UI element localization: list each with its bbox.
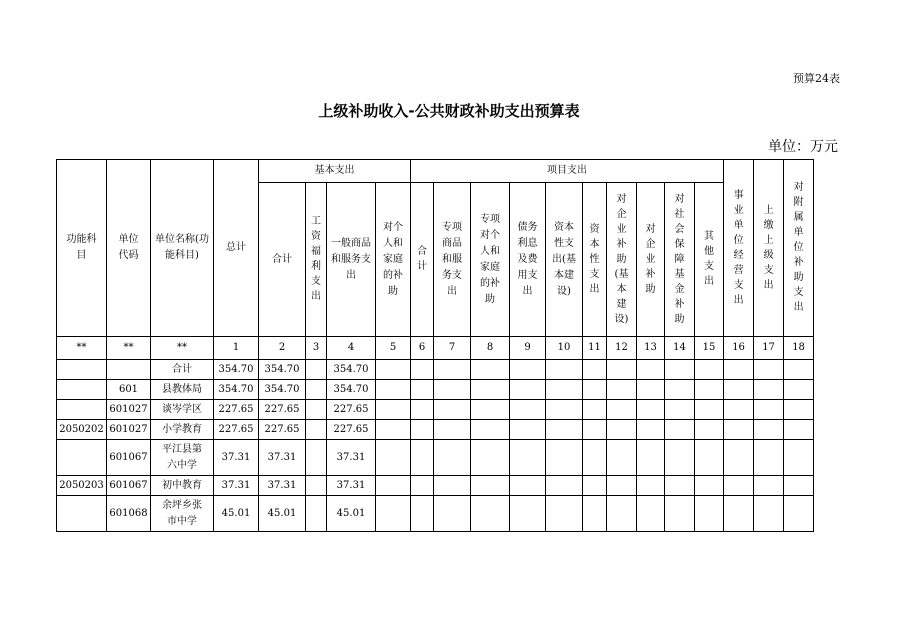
table-cell — [434, 380, 471, 400]
table-cell: 37.31 — [259, 440, 306, 476]
table-cell: 354.70 — [327, 380, 376, 400]
table-cell: 8 — [471, 337, 510, 360]
table-cell: 354.70 — [214, 360, 259, 380]
table-cell: 合计 — [151, 360, 214, 380]
table-cell: 7 — [434, 337, 471, 360]
table-cell — [434, 420, 471, 440]
table-cell: ** — [107, 337, 151, 360]
table-cell — [724, 476, 754, 496]
table-cell: 小学教育 — [151, 420, 214, 440]
table-cell: 5 — [376, 337, 411, 360]
table-cell — [695, 360, 724, 380]
table-cell — [754, 476, 784, 496]
table-row — [57, 496, 814, 532]
cell-text: 对附属单位补助支出 — [793, 182, 804, 313]
header-special-goods — [434, 183, 471, 337]
header-capital — [583, 183, 607, 337]
table-cell: 9 — [510, 337, 546, 360]
table-cell — [724, 400, 754, 420]
table-cell — [724, 496, 754, 532]
table-cell — [471, 420, 510, 440]
form-number: 预算24表 — [793, 72, 840, 85]
table-cell — [471, 380, 510, 400]
header-capital-construct — [546, 183, 583, 337]
unit-label: 单位：万元 — [768, 139, 838, 155]
index-row — [57, 337, 814, 360]
table-cell — [471, 476, 510, 496]
table-cell — [151, 440, 214, 476]
table-cell — [583, 476, 607, 496]
table-cell — [754, 400, 784, 420]
table-cell: 12 — [607, 337, 637, 360]
table-cell — [107, 360, 151, 380]
table-row — [57, 400, 814, 420]
table-cell — [637, 476, 665, 496]
table-cell — [510, 360, 546, 380]
table-cell — [665, 360, 695, 380]
table-cell — [637, 420, 665, 440]
table-cell — [434, 476, 471, 496]
table-cell — [376, 360, 411, 380]
cell-text: 资本性支出 — [589, 223, 600, 295]
table-cell — [583, 380, 607, 400]
table-cell — [784, 400, 814, 420]
table-cell — [784, 476, 814, 496]
table-cell: ** — [57, 337, 107, 360]
table-cell — [637, 496, 665, 532]
table-cell — [754, 496, 784, 532]
header-unit-code — [107, 160, 151, 337]
table-cell — [665, 380, 695, 400]
table-cell — [607, 360, 637, 380]
budget-table — [56, 159, 814, 532]
header-enterprise-construct — [607, 183, 637, 337]
table-cell — [665, 400, 695, 420]
cell-text: 平江县第六中学 — [162, 443, 202, 471]
table-cell — [754, 360, 784, 380]
table-cell: 11 — [583, 337, 607, 360]
table-cell: 谈岑学区 — [151, 400, 214, 420]
cell-text: 专项对个人和家庭的补助 — [480, 213, 500, 305]
cell-text: 单位代码 — [118, 234, 139, 261]
table-row — [57, 380, 814, 400]
table-cell — [546, 380, 583, 400]
header-unit-name — [151, 160, 214, 337]
table-cell: 354.70 — [214, 380, 259, 400]
table-cell — [724, 380, 754, 400]
table-cell: ** — [151, 337, 214, 360]
table-cell — [411, 496, 434, 532]
table-cell — [724, 440, 754, 476]
table-cell — [695, 440, 724, 476]
cell-text: 对社会保障基金补助 — [674, 193, 685, 325]
table-cell — [434, 440, 471, 476]
table-cell — [510, 476, 546, 496]
table-cell — [411, 400, 434, 420]
cell-text: 专项商品和服务支出 — [442, 221, 462, 297]
header-project-total — [411, 183, 434, 337]
table-cell — [695, 420, 724, 440]
table-cell: 354.70 — [327, 360, 376, 380]
table-row — [57, 440, 814, 476]
table-cell — [306, 400, 327, 420]
header-basic: 基本支出 — [259, 160, 411, 183]
table-cell: 10 — [546, 337, 583, 360]
cell-text: 合计 — [417, 246, 427, 272]
header-enterprise — [637, 183, 665, 337]
table-cell — [471, 400, 510, 420]
table-row — [57, 360, 814, 380]
table-cell: 2 — [259, 337, 306, 360]
table-cell: 227.65 — [214, 400, 259, 420]
header-project: 项目支出 — [411, 160, 724, 183]
table-cell — [695, 400, 724, 420]
table-cell — [57, 400, 107, 420]
table-cell — [546, 496, 583, 532]
table-cell — [411, 380, 434, 400]
table-cell — [724, 420, 754, 440]
table-cell: 3 — [306, 337, 327, 360]
table-cell — [376, 440, 411, 476]
table-cell — [510, 440, 546, 476]
table-cell — [695, 476, 724, 496]
table-cell — [376, 380, 411, 400]
table-cell — [754, 420, 784, 440]
table-row — [57, 420, 814, 440]
table-cell — [754, 380, 784, 400]
table-cell — [306, 476, 327, 496]
table-cell: 37.31 — [327, 440, 376, 476]
table-cell — [57, 496, 107, 532]
cell-text: 功能科目 — [66, 234, 97, 261]
table-cell: 1 — [214, 337, 259, 360]
table-cell: 227.65 — [327, 420, 376, 440]
table-cell: 227.65 — [259, 400, 306, 420]
table-cell — [607, 400, 637, 420]
table-cell: 354.70 — [259, 360, 306, 380]
table-cell: 45.01 — [259, 496, 306, 532]
table-cell — [665, 476, 695, 496]
table-cell — [607, 440, 637, 476]
header-debt — [510, 183, 546, 337]
table-cell: 17 — [754, 337, 784, 360]
table-cell — [434, 400, 471, 420]
table-cell: 354.70 — [259, 380, 306, 400]
page-title: 上级补助收入-公共财政补助支出预算表 — [318, 102, 580, 120]
table-cell — [306, 420, 327, 440]
header-salary — [306, 183, 327, 337]
table-cell: 601068 — [107, 496, 151, 532]
table-cell: 37.31 — [327, 476, 376, 496]
header-basic-total: 合计 — [259, 183, 306, 337]
header-tail-2 — [754, 160, 784, 337]
header-total: 总计 — [214, 160, 259, 337]
table-cell: 2050202 — [57, 420, 107, 440]
table-cell — [411, 360, 434, 380]
table-cell: 601 — [107, 380, 151, 400]
table-cell — [57, 440, 107, 476]
cell-text: 对企业补助 — [645, 223, 656, 295]
table-cell: 15 — [695, 337, 724, 360]
table-row — [57, 476, 814, 496]
table-cell: 初中教育 — [151, 476, 214, 496]
table-cell — [695, 496, 724, 532]
table-cell — [376, 420, 411, 440]
table-cell — [607, 380, 637, 400]
header-other — [695, 183, 724, 337]
table-cell — [665, 440, 695, 476]
header-tail-1 — [724, 160, 754, 337]
table-cell — [434, 496, 471, 532]
header-tail-3 — [784, 160, 814, 337]
table-cell: 37.31 — [259, 476, 306, 496]
table-cell: 13 — [637, 337, 665, 360]
table-cell — [510, 380, 546, 400]
table-cell — [411, 440, 434, 476]
table-cell — [583, 360, 607, 380]
table-cell — [546, 400, 583, 420]
table-cell — [665, 420, 695, 440]
table-cell — [637, 380, 665, 400]
table-cell: 37.31 — [214, 476, 259, 496]
table-cell — [411, 420, 434, 440]
table-cell: 14 — [665, 337, 695, 360]
table-cell — [607, 476, 637, 496]
table-cell — [784, 420, 814, 440]
table-cell — [784, 440, 814, 476]
cell-text: 工资福利支出 — [311, 216, 321, 302]
table-cell — [546, 476, 583, 496]
header-func-code — [57, 160, 107, 337]
table-cell — [510, 400, 546, 420]
table-cell — [306, 360, 327, 380]
table-cell: 601027 — [107, 400, 151, 420]
header-personal — [376, 183, 411, 337]
table-cell — [583, 420, 607, 440]
header-goods — [327, 183, 376, 337]
cell-text: 一般商品和服务支出 — [331, 237, 371, 281]
table-cell: 16 — [724, 337, 754, 360]
table-cell: 2050203 — [57, 476, 107, 496]
table-cell: 6 — [411, 337, 434, 360]
table-cell: 4 — [327, 337, 376, 360]
header-special-personal — [471, 183, 510, 337]
table-cell — [546, 420, 583, 440]
table-cell — [784, 380, 814, 400]
table-cell — [471, 360, 510, 380]
table-cell — [665, 496, 695, 532]
table-cell: 227.65 — [327, 400, 376, 420]
cell-text: 对企业补助(基本建设) — [614, 193, 629, 325]
table-cell — [724, 360, 754, 380]
table-cell — [637, 440, 665, 476]
table-cell — [784, 496, 814, 532]
cell-text: 债务利息及费用支出 — [517, 221, 538, 297]
header-row-1 — [57, 160, 814, 183]
table-cell — [637, 360, 665, 380]
table-cell — [546, 360, 583, 380]
table-cell: 227.65 — [259, 420, 306, 440]
cell-text: 其他支出 — [704, 231, 715, 287]
cell-text: 对个人和家庭的补助 — [383, 221, 403, 297]
table-cell — [607, 496, 637, 532]
table-cell: 601067 — [107, 476, 151, 496]
table-cell: 45.01 — [327, 496, 376, 532]
cell-text: 上缴上级支出 — [763, 204, 774, 291]
table-cell — [637, 400, 665, 420]
table-cell — [151, 496, 214, 532]
cell-text: 余坪乡张市中学 — [162, 499, 202, 527]
table-cell: 601027 — [107, 420, 151, 440]
table-cell — [306, 496, 327, 532]
table-cell: 18 — [784, 337, 814, 360]
table-cell — [57, 380, 107, 400]
table-cell: 37.31 — [214, 440, 259, 476]
table-cell — [434, 360, 471, 380]
table-cell — [510, 496, 546, 532]
table-cell — [376, 496, 411, 532]
table-cell: 601067 — [107, 440, 151, 476]
table-cell — [607, 420, 637, 440]
cell-text: 资本性支出(基本建设) — [552, 221, 576, 297]
table-cell — [546, 440, 583, 476]
table-cell — [784, 360, 814, 380]
table-cell: 227.65 — [214, 420, 259, 440]
table-cell: 45.01 — [214, 496, 259, 532]
table-cell — [471, 496, 510, 532]
table-cell — [510, 420, 546, 440]
table-cell — [754, 440, 784, 476]
table-cell — [306, 440, 327, 476]
table-cell — [583, 496, 607, 532]
table-cell: 县教体局 — [151, 380, 214, 400]
table-cell — [376, 400, 411, 420]
header-social-security — [665, 183, 695, 337]
table-cell — [583, 400, 607, 420]
table-cell — [376, 476, 411, 496]
cell-text: 单位名称(功能科目) — [155, 234, 209, 261]
table-cell — [411, 476, 434, 496]
table-cell — [57, 360, 107, 380]
table-cell — [695, 380, 724, 400]
table-cell — [306, 380, 327, 400]
table-cell — [471, 440, 510, 476]
cell-text: 事业单位经营支出 — [733, 189, 744, 306]
table-cell — [583, 440, 607, 476]
